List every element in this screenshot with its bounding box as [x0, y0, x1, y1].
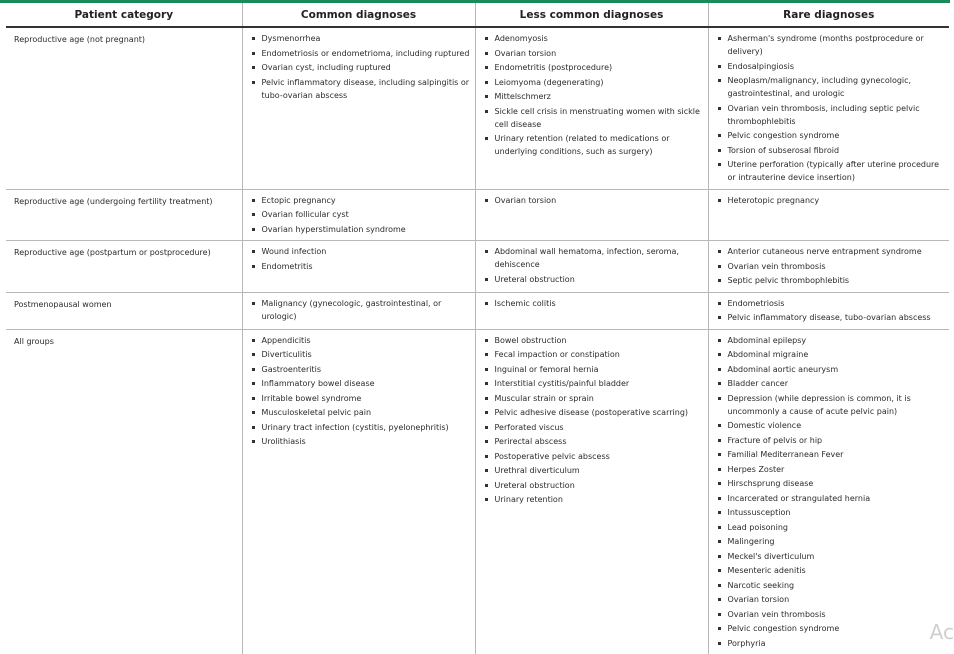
header-row [6, 3, 949, 27]
list-item: Fecal impaction or constipation [484, 348, 704, 361]
list-item: Ovarian vein thrombosis [717, 260, 946, 273]
list-item: Gastroenteritis [251, 363, 471, 376]
patient-category-cell: All groups [14, 336, 54, 346]
list-item: Mittelschmerz [484, 90, 704, 103]
rare-diagnoses-cell [708, 292, 949, 329]
list-item: Abdominal migraine [717, 348, 946, 361]
rare-diagnoses-cell [708, 27, 949, 189]
diagnoses-table [6, 3, 949, 654]
diagnosis-list [717, 297, 946, 325]
list-item: Intussusception [717, 506, 946, 519]
list-item: Meckel's diverticulum [717, 550, 946, 563]
list-item: Abdominal epilepsy [717, 334, 946, 347]
list-item: Inflammatory bowel disease [251, 377, 471, 390]
diagnosis-list [251, 32, 471, 102]
list-item: Irritable bowel syndrome [251, 392, 471, 405]
diagnosis-list [251, 245, 471, 273]
list-item: Urinary retention [484, 493, 704, 506]
rare-diagnoses-cell [708, 329, 949, 654]
list-item: Septic pelvic thrombophlebitis [717, 274, 946, 287]
list-item: Abdominal wall hematoma, infection, seroma, dehiscence [484, 245, 704, 271]
list-item: Wound infection [251, 245, 471, 258]
header-common-diagnoses: Common diagnoses [242, 3, 475, 27]
diagnosis-list [484, 32, 704, 158]
list-item: Ischemic colitis [484, 297, 704, 310]
header-rare-diagnoses: Rare diagnoses [708, 3, 949, 27]
diagnosis-list [484, 297, 704, 310]
list-item: Ovarian torsion [717, 593, 946, 606]
list-item: Ovarian vein thrombosis [717, 608, 946, 621]
diagnosis-list [484, 194, 704, 207]
diagnosis-list [251, 297, 471, 323]
list-item: Hirschsprung disease [717, 477, 946, 490]
list-item: Appendicitis [251, 334, 471, 347]
list-item: Pelvic congestion syndrome [717, 622, 946, 635]
list-item: Ureteral obstruction [484, 273, 704, 286]
list-item: Heterotopic pregnancy [717, 194, 946, 207]
list-item: Diverticulitis [251, 348, 471, 361]
list-item: Abdominal aortic aneurysm [717, 363, 946, 376]
list-item: Adenomyosis [484, 32, 704, 45]
list-item: Endometritis [251, 260, 471, 273]
list-item: Mesenteric adenitis [717, 564, 946, 577]
list-item: Urolithiasis [251, 435, 471, 448]
list-item: Porphyria [717, 637, 946, 650]
less-common-diagnoses-cell [475, 292, 708, 329]
table-row [6, 189, 949, 241]
list-item: Herpes Zoster [717, 463, 946, 476]
patient-category-cell: Postmenopausal women [6, 292, 242, 329]
common-diagnoses-cell [242, 189, 475, 241]
list-item: Familial Mediterranean Fever [717, 448, 946, 461]
list-item: Ovarian torsion [484, 194, 704, 207]
diagnosis-list [251, 334, 471, 449]
list-item: Pelvic inflammatory disease, tubo-ovarian abscess [717, 311, 946, 324]
list-item: Perirectal abscess [484, 435, 704, 448]
common-diagnoses-cell [242, 241, 475, 293]
watermark: Ac [929, 620, 954, 644]
table-row [6, 329, 949, 654]
list-item: Torsion of subserosal fibroid [717, 144, 946, 157]
rare-diagnoses-cell [708, 189, 949, 241]
list-item: Endometriosis [717, 297, 946, 310]
list-item: Narcotic seeking [717, 579, 946, 592]
diagnosis-list [484, 334, 704, 507]
list-item: Muscular strain or sprain [484, 392, 704, 405]
list-item: Interstitial cystitis/painful bladder [484, 377, 704, 390]
list-item: Endosalpingiosis [717, 60, 946, 73]
list-item: Anterior cutaneous nerve entrapment syndrome [717, 245, 946, 258]
less-common-diagnoses-cell [475, 27, 708, 189]
less-common-diagnoses-cell [475, 189, 708, 241]
list-item: Urethral diverticulum [484, 464, 704, 477]
less-common-diagnoses-cell [475, 241, 708, 293]
list-item: Ovarian vein thrombosis, including septic pelvic thrombophlebitis [717, 102, 946, 128]
list-item: Incarcerated or strangulated hernia [717, 492, 946, 505]
list-item: Malingering [717, 535, 946, 548]
diagnosis-list [717, 334, 946, 650]
list-item: Endometritis (postprocedure) [484, 61, 704, 74]
patient-category-cell: Reproductive age (postpartum or postprocedure) [6, 241, 242, 293]
list-item: Urinary tract infection (cystitis, pyelonephritis) [251, 421, 471, 434]
list-item: Musculoskeletal pelvic pain [251, 406, 471, 419]
header-less-common-diagnoses: Less common diagnoses [475, 3, 708, 27]
list-item: Neoplasm/malignancy, including gynecologic, gastrointestinal, and urologic [717, 74, 946, 100]
list-item: Domestic violence [717, 419, 946, 432]
list-item: Inguinal or femoral hernia [484, 363, 704, 376]
list-item: Pelvic adhesive disease (postoperative scarring) [484, 406, 704, 419]
list-item: Perforated viscus [484, 421, 704, 434]
common-diagnoses-cell [242, 27, 475, 189]
common-diagnoses-cell [242, 329, 475, 654]
list-item: Lead poisoning [717, 521, 946, 534]
list-item: Ovarian hyperstimulation syndrome [251, 223, 471, 236]
list-item: Dysmenorrhea [251, 32, 471, 45]
list-item: Ovarian torsion [484, 47, 704, 60]
list-item: Asherman's syndrome (months postprocedure or delivery) [717, 32, 946, 58]
patient-category-cell: Reproductive age (not pregnant) [6, 27, 242, 189]
list-item: Fracture of pelvis or hip [717, 434, 946, 447]
diagnosis-list [484, 245, 704, 286]
list-item: Urinary retention (related to medications or underlying conditions, such as surgery) [484, 132, 704, 158]
list-item: Pelvic congestion syndrome [717, 129, 946, 142]
list-item: Depression (while depression is common, it is uncommonly a cause of acute pelvic pain) [717, 392, 946, 418]
patient-category-cell: Reproductive age (undergoing fertility treatment) [6, 189, 242, 241]
list-item: Uterine perforation (typically after uterine procedure or intrauterine device insertion) [717, 158, 946, 184]
list-item: Malignancy (gynecologic, gastrointestinal, or urologic) [251, 297, 471, 323]
list-item: Ureteral obstruction [484, 479, 704, 492]
list-item: Pelvic inflammatory disease, including salpingitis or tubo-ovarian abscess [251, 76, 471, 102]
header-patient-category: Patient category [6, 3, 242, 27]
list-item: Ovarian follicular cyst [251, 208, 471, 221]
list-item: Endometriosis or endometrioma, including ruptured [251, 47, 471, 60]
rare-diagnoses-cell [708, 241, 949, 293]
diagnosis-list [717, 194, 946, 207]
table-row [6, 292, 949, 329]
diagnosis-list [251, 194, 471, 236]
table-row [6, 241, 949, 293]
common-diagnoses-cell [242, 292, 475, 329]
list-item: Ectopic pregnancy [251, 194, 471, 207]
list-item: Postoperative pelvic abscess [484, 450, 704, 463]
list-item: Leiomyoma (degenerating) [484, 76, 704, 89]
table-row [6, 27, 949, 189]
diagnosis-list [717, 245, 946, 287]
list-item: Sickle cell crisis in menstruating women with sickle cell disease [484, 105, 704, 131]
less-common-diagnoses-cell [475, 329, 708, 654]
list-item: Bladder cancer [717, 377, 946, 390]
list-item: Bowel obstruction [484, 334, 704, 347]
diagnosis-list [717, 32, 946, 184]
list-item: Ovarian cyst, including ruptured [251, 61, 471, 74]
